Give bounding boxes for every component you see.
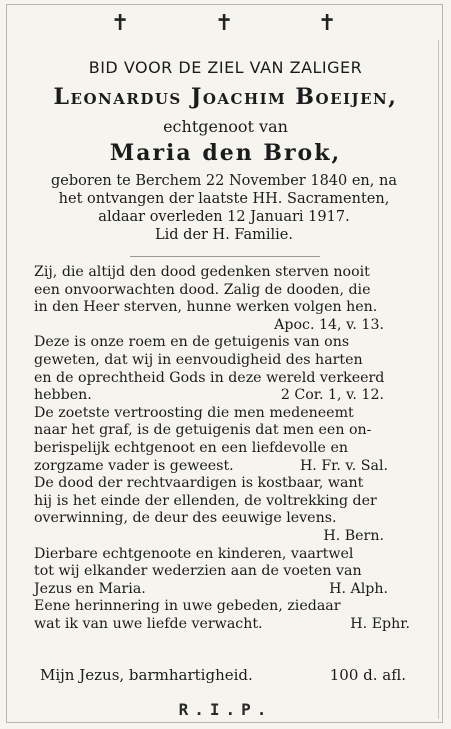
quote-line-end: hebben. (34, 387, 92, 404)
quote-line: hij is het einde der ellenden, de voltrekking der (34, 492, 377, 509)
quote-line: De dood der rechtvaardigen is kostbaar, want (34, 475, 364, 492)
bio-line: het ontvangen der laatste HH. Sacramenten, (58, 191, 390, 207)
quote-line: Deze is onze roem en de getuigenis van ons (34, 334, 350, 351)
quote-line: De zoetste vertroosting die men medeneemt (34, 404, 354, 421)
quote-line-end: Jezus en Maria. (34, 580, 146, 597)
rip-inscription: R.I.P. (178, 700, 273, 719)
quote-line: naar het graf, is de getuigenis dat men een on- (34, 422, 372, 439)
quote-source: Apoc. 14, v. 13. (274, 316, 384, 333)
scripture-body (34, 264, 418, 633)
quote-line-end: zorgzame vader is geweest. (34, 457, 234, 474)
quote-paragraph (34, 334, 418, 404)
quote-line (34, 616, 418, 634)
prayer-line: Mijn Jezus, barmhartigheid. (40, 666, 253, 684)
quote-paragraph (34, 405, 418, 475)
quote-line: Eene herinnering in uwe gebeden, ziedaar (34, 598, 341, 615)
quote-source: H. Alph. (329, 580, 388, 597)
quote-line: overwinning, de deur des eeuwige levens. (34, 510, 337, 527)
bio-line: geboren te Berchem 22 November 1840 en, na (51, 173, 397, 189)
cross-icon: ✝ (215, 11, 234, 36)
quote-line (34, 458, 418, 476)
quote-source: H. Fr. v. Sal. (299, 457, 388, 474)
quote-line: berispelijk echtgenoot en een liefdevolle en (34, 439, 348, 456)
quote-line: en de oprechtheid Gods in deze wereld verkeerd (34, 369, 385, 386)
quote-line-end: wat ik van uwe liefde verwacht. (34, 615, 263, 632)
cross-icon: ✝ (318, 11, 337, 36)
quote-paragraph (34, 475, 418, 545)
crosses-row (0, 12, 451, 42)
quote-line: tot wij elkander wederzien aan de voeten van (34, 563, 362, 580)
quote-line: Zij, die altijd den dood gedenken sterven nooit (34, 264, 370, 280)
bio-line: Lid der H. Familie. (155, 227, 293, 243)
quote-line (34, 387, 418, 405)
cross-icon: ✝ (111, 11, 130, 36)
quote-line: geweten, dat wij in eenvoudigheid des harten (34, 351, 363, 368)
quote-line (34, 581, 418, 599)
quote-paragraph (34, 264, 418, 334)
quote-source: H. Bern. (323, 527, 384, 544)
divider (130, 256, 320, 257)
quote-line: in den Heer sterven, hunne werken volgen hen. (34, 299, 378, 316)
deceased-name: Leonardus Joachim Boeijen, (53, 84, 398, 110)
prayer-heading: BID VOOR DE ZIEL VAN ZALIGER (88, 58, 363, 77)
quote-line: Dierbare echtgenoote en kinderen, vaartwel (34, 545, 354, 562)
indulgence-note: 100 d. afl. (329, 666, 406, 684)
bio-line: aldaar overleden 12 Januari 1917. (98, 209, 350, 225)
quote-paragraph (34, 598, 418, 633)
quote-source: 2 Cor. 1, v. 12. (280, 387, 384, 404)
quote-line: een onvoorwachten dood. Zalig de dooden, die (34, 281, 371, 298)
spouse-name: Maria den Brok, (109, 140, 342, 166)
quote-paragraph (34, 546, 418, 599)
spouse-intro: echtgenoot van (163, 117, 288, 136)
quote-source: H. Ephr. (350, 615, 410, 632)
biography (36, 172, 412, 244)
